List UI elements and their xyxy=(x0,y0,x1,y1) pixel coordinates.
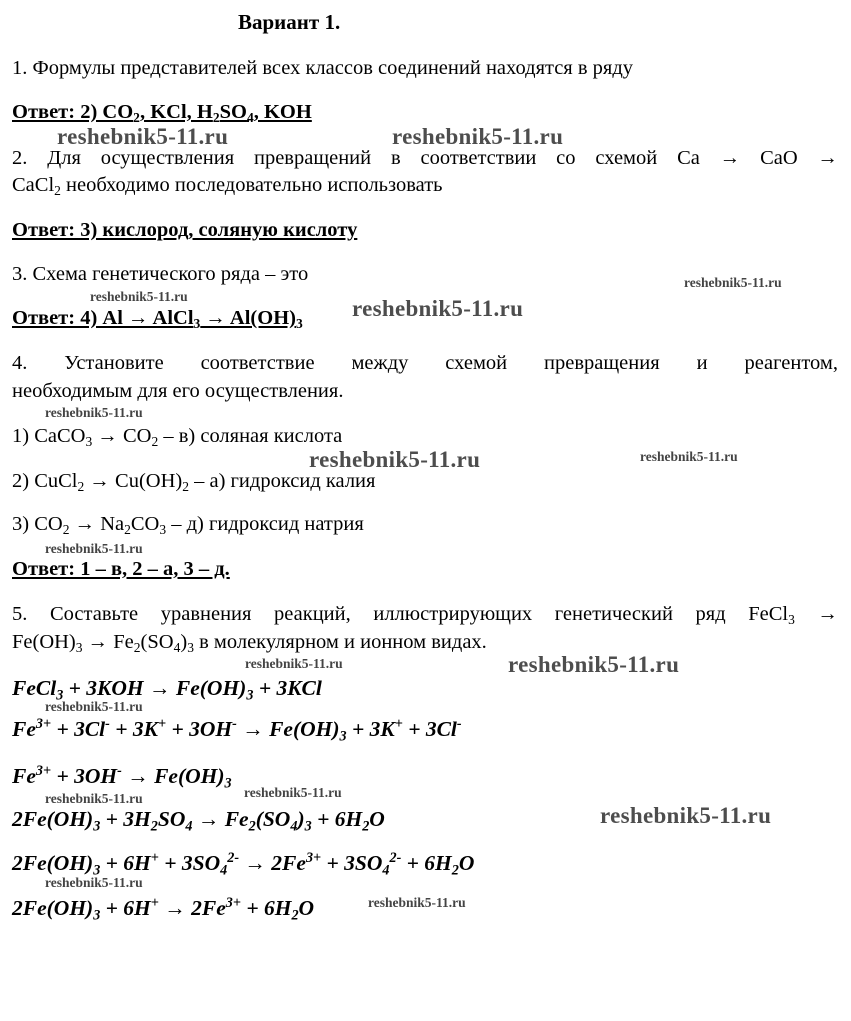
question-2-line-2: CaCl$_2$ необходимо последовательно использовать xyxy=(12,174,443,199)
answer-2: Ответ: 3) кислород, соляную кислоту xyxy=(12,219,358,241)
question-3: 3. Схема генетического ряда – это xyxy=(12,263,309,285)
watermark: reshebnik5-11.ru xyxy=(392,124,564,149)
watermark: reshebnik5-11.ru xyxy=(245,656,343,671)
question-5-line-2: $Fe(OH)_3 \to Fe_2(SO_4)_3$ в молекулярном и ионном видах. xyxy=(12,631,487,656)
question-4-line-2: необходимым для его осуществления. xyxy=(12,380,344,402)
question-4-item-2: 2) CuCl$_2$ → $Cu(OH)_2 - а$) гидроксид калия xyxy=(12,470,376,495)
watermark: reshebnik5-11.ru xyxy=(90,289,188,304)
equation-3: $Fe^{3+} + 3OH^- \to Fe(OH)_3$ xyxy=(12,763,232,792)
question-4-item-1-text: – в) соляная кислота xyxy=(163,425,343,447)
question-2-line-1: 2. Для осуществления превращений в соответствии со схемой Ca → CaO → xyxy=(12,147,838,169)
watermark: reshebnik5-11.ru xyxy=(368,895,466,910)
question-4-item-3: 3) $CO_2 \to Na_2CO_3 - д$) гидроксид натрия xyxy=(12,513,364,538)
question-5-line-1-text: 5. Составьте уравнения реакций, иллюстрирующих генетический ряд FeCl xyxy=(12,603,789,625)
question-1: 1. Формулы представителей всех классов соединений находятся в ряду xyxy=(12,57,634,79)
answer-1: Ответ: 2) $CO_2$, KCl, $H_2SO_4$, KOH xyxy=(12,101,312,126)
question-4-item-1: 1) CaCO$_3$ → $CO_2 - в$) соляная кислота xyxy=(12,425,343,450)
answer-4: Ответ: 1 – в, 2 – а, 3 – д. xyxy=(12,558,230,580)
watermark: reshebnik5-11.ru xyxy=(45,541,143,556)
watermark: reshebnik5-11.ru xyxy=(45,791,143,806)
watermark: reshebnik5-11.ru xyxy=(684,275,782,290)
question-5-line-2-text: в молекулярном и ионном видах. xyxy=(199,631,487,653)
watermark: reshebnik5-11.ru xyxy=(45,405,143,420)
equation-6: $2Fe(OH)_3 + 6H^+ \to 2Fe^{3+} + 6H_2O$ xyxy=(12,895,315,924)
equation-5: $2Fe(OH)_3 + 6H^+ + 3SO_4^{2-} \to 2Fe^{3+} + 3SO_4^{2-} + 6H_2O$ xyxy=(12,850,475,879)
watermark: reshebnik5-11.ru xyxy=(508,652,680,677)
question-2-line-2-text: необходимо последовательно использовать xyxy=(66,174,443,196)
watermark: reshebnik5-11.ru xyxy=(600,803,772,828)
watermark: reshebnik5-11.ru xyxy=(244,785,342,800)
equation-4: $2Fe(OH)_3 + 3H_2SO_4 \to Fe_2(SO_4)_3 + 6H_2O$ xyxy=(12,807,385,835)
question-4-item-2-text: – а) гидроксид калия xyxy=(194,470,376,492)
watermark: reshebnik5-11.ru xyxy=(309,447,481,472)
watermark: reshebnik5-11.ru xyxy=(57,124,229,149)
watermark: reshebnik5-11.ru xyxy=(45,699,143,714)
answer-3: Ответ: 4) Al → AlCl$_3$ → $Al(OH)_3$ xyxy=(12,307,303,332)
question-4-line-1: 4. Установите соответствие между схемой превращения и реагентом, xyxy=(12,352,838,374)
question-4-item-3-text: – д) гидроксид натрия xyxy=(171,513,364,535)
question-5-line-1: 5. Составьте уравнения реакций, иллюстрирующих генетический ряд FeCl$_3$ → xyxy=(12,603,838,628)
equation-1: FeCl$_3$ + $3KOH \to Fe(OH)_3 + 3KCl$ xyxy=(12,676,322,704)
page-title: Вариант 1. xyxy=(238,10,341,34)
watermark: reshebnik5-11.ru xyxy=(45,875,143,890)
watermark: reshebnik5-11.ru xyxy=(640,449,738,464)
equation-2: $Fe^{3+} + 3Cl^- + 3K^+ + 3OH^- \to Fe(OH)_3 + 3K^+ + 3Cl^-$ xyxy=(12,716,462,745)
watermark: reshebnik5-11.ru xyxy=(352,296,524,321)
